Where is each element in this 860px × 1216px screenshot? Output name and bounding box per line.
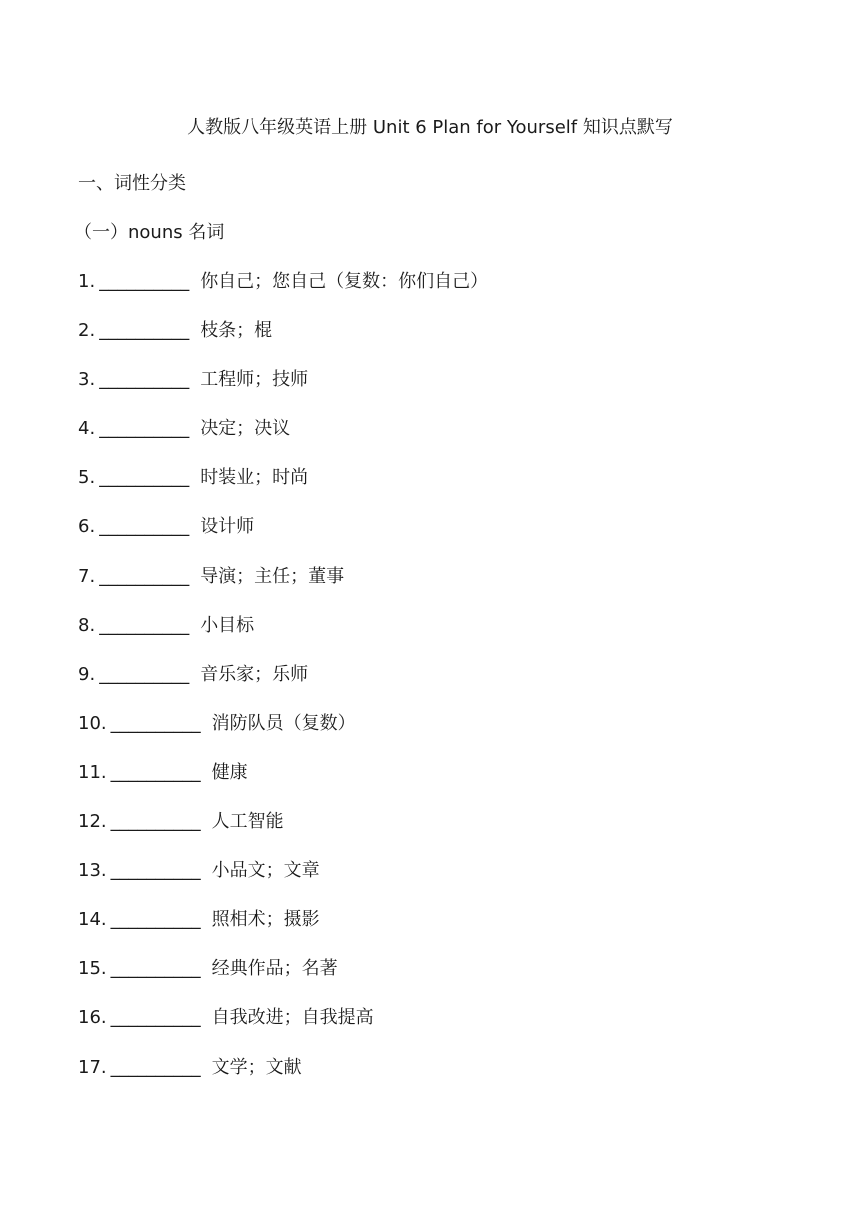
item-meaning: 设计师 xyxy=(200,516,255,538)
list-item xyxy=(78,416,778,465)
list-item xyxy=(78,367,778,416)
answer-blank: __________ xyxy=(99,614,190,636)
item-meaning: 你自己；您自己（复数：你们自己） xyxy=(200,271,489,292)
item-number: 7. xyxy=(78,565,96,587)
document-title: 人教版八年级英语上册 Unit 6 Plan for Yourself 知识点默写 xyxy=(187,117,673,138)
list-item xyxy=(78,564,778,613)
item-meaning: 文学；文献 xyxy=(211,1056,302,1078)
subsection-heading: （一）nouns 名词 xyxy=(74,222,225,243)
list-item xyxy=(78,1055,778,1104)
item-number: 4. xyxy=(78,418,96,440)
answer-blank: __________ xyxy=(110,860,201,882)
item-number: 6. xyxy=(78,516,96,538)
answer-blank: __________ xyxy=(99,320,190,342)
answer-blank: __________ xyxy=(110,1056,201,1078)
item-meaning: 决定；决议 xyxy=(200,418,291,440)
item-meaning: 照相术；摄影 xyxy=(211,909,320,931)
item-number: 2. xyxy=(78,320,96,342)
item-number: 17. xyxy=(78,1056,107,1078)
list-item xyxy=(78,613,778,662)
item-meaning: 自我改进；自我提高 xyxy=(211,1007,374,1029)
list-item xyxy=(78,269,778,318)
item-meaning: 健康 xyxy=(211,761,248,783)
answer-blank: __________ xyxy=(110,958,201,980)
item-meaning: 导演；主任；董事 xyxy=(200,565,345,587)
item-meaning: 枝条；棍 xyxy=(200,320,273,342)
item-meaning: 小品文；文章 xyxy=(211,860,320,882)
list-item xyxy=(78,318,778,367)
item-number: 3. xyxy=(78,369,96,391)
list-item xyxy=(78,760,778,809)
list-item xyxy=(78,956,778,1005)
list-item xyxy=(78,858,778,907)
answer-blank: __________ xyxy=(99,516,190,538)
answer-blank: __________ xyxy=(110,909,201,931)
answer-blank: __________ xyxy=(99,271,190,292)
answer-blank: __________ xyxy=(110,1007,201,1029)
item-number: 16. xyxy=(78,1007,107,1029)
item-number: 11. xyxy=(78,761,107,783)
list-item xyxy=(78,711,778,760)
section-heading: 一、词性分类 xyxy=(78,173,186,194)
item-meaning: 人工智能 xyxy=(211,811,284,833)
answer-blank: __________ xyxy=(99,418,190,440)
item-number: 8. xyxy=(78,614,96,636)
answer-blank: __________ xyxy=(99,663,190,685)
list-item xyxy=(78,465,778,514)
answer-blank: __________ xyxy=(99,565,190,587)
list-item xyxy=(78,907,778,956)
item-number: 12. xyxy=(78,811,107,833)
list-item xyxy=(78,1005,778,1054)
answer-blank: __________ xyxy=(99,467,190,489)
item-number: 10. xyxy=(78,712,107,734)
list-item xyxy=(78,662,778,711)
answer-blank: __________ xyxy=(110,761,201,783)
item-meaning: 经典作品；名著 xyxy=(211,958,338,980)
list-item xyxy=(78,514,778,563)
item-number: 1. xyxy=(78,271,96,292)
item-meaning: 时装业；时尚 xyxy=(200,467,309,489)
list-item xyxy=(78,809,778,858)
vocabulary-list xyxy=(78,269,778,1104)
item-meaning: 音乐家；乐师 xyxy=(200,663,309,685)
item-number: 5. xyxy=(78,467,96,489)
item-number: 14. xyxy=(78,909,107,931)
item-meaning: 消防队员（复数） xyxy=(211,712,356,734)
answer-blank: __________ xyxy=(99,369,190,391)
item-number: 9. xyxy=(78,663,96,685)
item-meaning: 工程师；技师 xyxy=(200,369,309,391)
answer-blank: __________ xyxy=(110,712,201,734)
answer-blank: __________ xyxy=(110,811,201,833)
item-number: 15. xyxy=(78,958,107,980)
item-meaning: 小目标 xyxy=(200,614,255,636)
item-number: 13. xyxy=(78,860,107,882)
